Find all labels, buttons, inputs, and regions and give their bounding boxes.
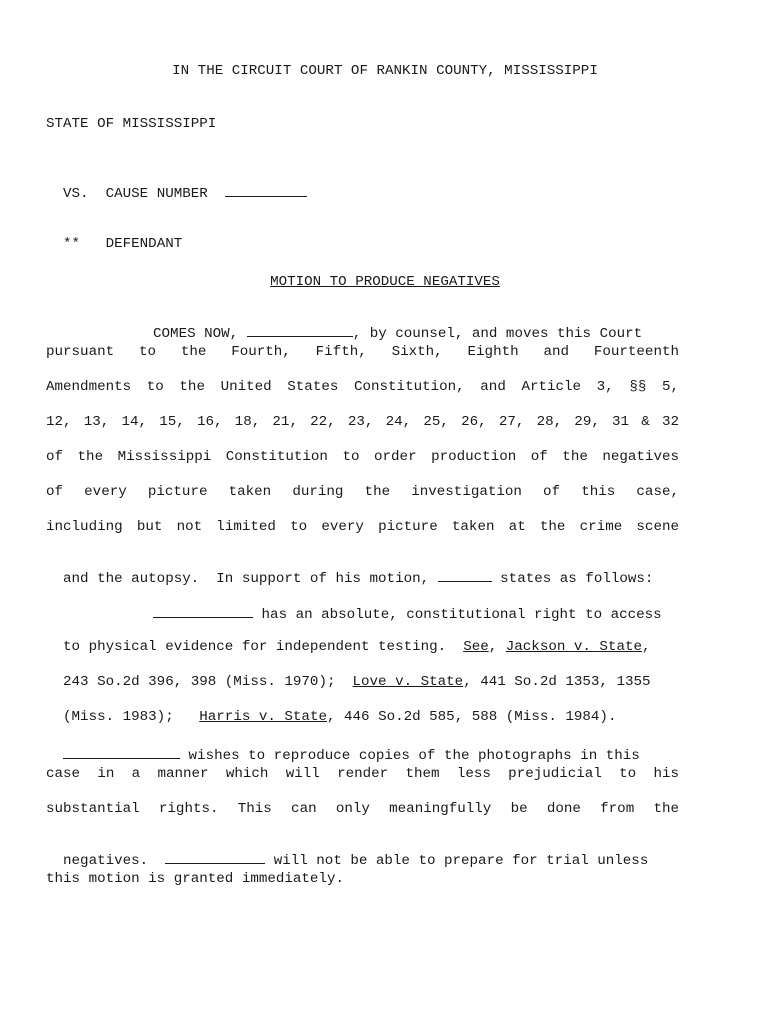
body-line-6: of every picture taken during the investigation of this case, <box>46 484 679 500</box>
body-line-14: case in a manner which will render them less prejudicial to his <box>46 766 679 782</box>
cause-number-label: CAUSE NUMBER <box>105 186 208 203</box>
defendant-name-blank[interactable] <box>165 851 265 864</box>
body-text: to physical evidence for independent testing. <box>63 639 447 656</box>
body-text: and the autopsy. In support of his motion, <box>63 571 430 588</box>
cause-number-blank[interactable] <box>225 184 307 197</box>
body-line-5: of the Mississippi Constitution to order production of the negatives <box>46 449 679 465</box>
body-line-16 <box>46 837 648 868</box>
movant-name-blank[interactable] <box>247 324 353 337</box>
body-text: has an absolute, constitutional right to access <box>261 607 662 624</box>
body-line-17: this motion is granted immediately. <box>46 871 344 887</box>
defendant-label: DEFENDANT <box>105 236 183 253</box>
body-line-8 <box>46 555 653 586</box>
case-citation: Jackson v. State <box>505 639 642 656</box>
body-line-4: 12, 13, 14, 15, 16, 18, 21, 22, 23, 24, 25, 26, 27, 28, 29, 31 & 32 <box>46 414 679 430</box>
body-line-11 <box>46 661 651 689</box>
body-line-15: substantial rights. This can only meaningfully be done from the <box>46 801 679 817</box>
body-text: , 446 So.2d 585, 588 (Miss. 1984). <box>326 709 617 726</box>
punctuation: , <box>642 639 651 656</box>
defendant-line <box>46 223 182 251</box>
body-line-2: pursuant to the Fourth, Fifth, Sixth, Eighth and Fourteenth <box>46 344 679 360</box>
citation-signal: See <box>463 639 489 656</box>
body-line-3: Amendments to the United States Constitution, and Article 3, §§ 5, <box>46 379 679 395</box>
comes-now-text: COMES NOW, <box>153 326 239 343</box>
defendant-name-blank[interactable] <box>153 605 253 618</box>
body-line-7: including but not limited to every picture taken at the crime scene <box>46 519 679 535</box>
body-line-1 <box>136 310 642 341</box>
body-line-13 <box>46 732 640 763</box>
document-title: MOTION TO PRODUCE NEGATIVES <box>270 274 500 290</box>
body-text: (Miss. 1983); <box>63 709 174 726</box>
defendant-name-blank[interactable] <box>63 746 180 759</box>
punctuation: , <box>488 639 498 656</box>
cause-number-line <box>46 170 307 201</box>
case-citation: Harris v. State <box>199 709 327 726</box>
court-heading: IN THE CIRCUIT COURT OF RANKIN COUNTY, MISSISSIPPI <box>172 63 598 79</box>
body-text: wishes to reproduce copies of the photographs in this <box>188 748 640 765</box>
body-text: , by counsel, and moves this Court <box>352 326 643 343</box>
body-text: 243 So.2d 396, 398 (Miss. 1970); <box>63 674 336 691</box>
defendant-placeholder: ** <box>63 236 81 253</box>
plaintiff-name: STATE OF MISSISSIPPI <box>46 116 217 132</box>
case-citation: Love v. State <box>352 674 464 691</box>
body-line-9 <box>136 591 662 622</box>
body-line-10 <box>46 626 651 654</box>
body-text: will not be able to prepare for trial unless <box>273 853 649 870</box>
body-text: negatives. <box>63 853 149 870</box>
body-text: states as follows: <box>500 571 654 588</box>
vs-label: VS. <box>63 186 89 203</box>
defendant-name-blank[interactable] <box>438 569 492 582</box>
body-line-12 <box>46 696 616 724</box>
body-text: , 441 So.2d 1353, 1355 <box>463 674 651 691</box>
